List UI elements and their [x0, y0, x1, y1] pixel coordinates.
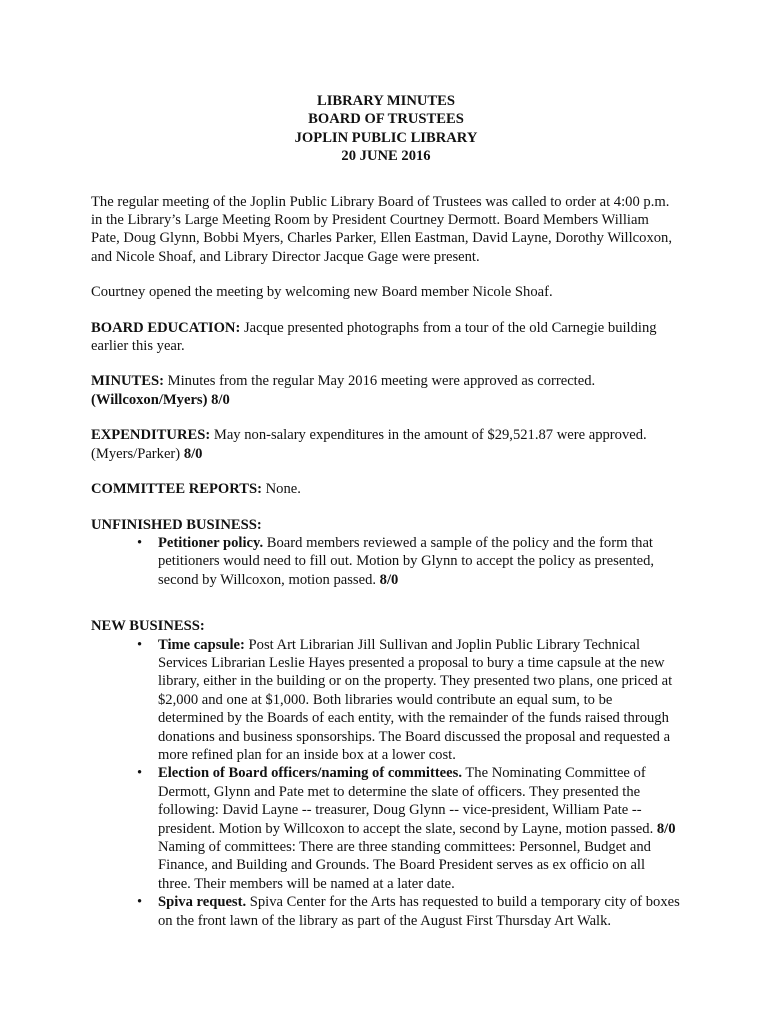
board-education-label: BOARD EDUCATION: [91, 319, 241, 336]
new-business-heading: NEW BUSINESS: [91, 618, 205, 635]
item-text-continued: Naming of committees: There are three standing committees: Personnel, Budget and Finance, and Building and Grounds. The Board President serves as ex officio on all three. Their members will be named at a later date. [158, 839, 651, 892]
list-item-election-of-officers [137, 764, 681, 893]
minutes-text: Minutes from the regular May 2016 meeting were approved as corrected. [163, 373, 596, 390]
new-business-list [91, 636, 681, 931]
bullet-icon: • [137, 534, 143, 551]
minutes-document [91, 92, 681, 947]
item-title: Petitioner policy. [158, 534, 264, 551]
list-item-time-capsule [137, 636, 681, 765]
item-text: Spiva Center for the Arts has requested to build a temporary city of boxes on the front lawn of the library as part of the August First Thursday Art Walk. [158, 894, 680, 929]
minutes-section [91, 372, 681, 409]
item-title: Time capsule: [158, 636, 245, 653]
title-line-library: JOPLIN PUBLIC LIBRARY [294, 129, 478, 146]
item-text: The Nominating Committee of Dermott, Glynn and Pate met to determine the slate of officers. They presented the following: David Layne -- treasurer, Doug Glynn -- vice-president, William Pate -- president. Motion by Willcoxon to accept the slate, second by Layne, motion passed. [158, 765, 657, 837]
item-vote: 8/0 [656, 820, 676, 837]
board-education-section [91, 319, 681, 356]
committee-reports-section [91, 480, 681, 498]
minutes-label: MINUTES: [91, 373, 164, 390]
committee-reports-label: COMMITTEE REPORTS: [91, 481, 262, 498]
title-line-date: 20 JUNE 2016 [341, 148, 431, 165]
expenditures-text: May non-salary expenditures in the amount of $29,521.87 were approved. (Myers/Parker) [91, 427, 647, 462]
list-item-petitioner-policy [137, 534, 681, 589]
expenditures-label: EXPENDITURES: [91, 427, 211, 444]
title-line-minutes: LIBRARY MINUTES [316, 93, 455, 109]
bullet-icon: • [137, 894, 143, 911]
expenditures-section [91, 426, 681, 463]
expenditures-vote: 8/0 [183, 445, 203, 462]
list-item-spiva-request [137, 893, 681, 930]
item-text: Post Art Librarian Jill Sullivan and Joplin Public Library Technical Services Librarian Leslie Hayes presented a proposal to bury a time capsule at the new library, either in the building or on the property. They presented two plans, one priced at $2,000 and one at $1,000. Both libraries would contribute an equal sum, to be determined by the Boards of each entity, with the remainder of the funds raised through donations and business sponsorships. The Board discussed the proposal and requested a more refined plan for an inside box at a lower cost. [158, 636, 673, 763]
minutes-vote: (Willcoxon/Myers) 8/0 [91, 391, 230, 408]
item-title: Spiva request. [158, 894, 247, 911]
board-education-text: Jacque presented photographs from a tour of the old Carnegie building earlier this year. [91, 319, 657, 355]
unfinished-business-list [91, 534, 681, 589]
bullet-icon: • [137, 765, 143, 782]
new-business-section [91, 617, 681, 930]
item-title: Election of Board officers/naming of committees. [158, 765, 462, 782]
item-text: Board members reviewed a sample of the policy and the form that petitioners would need to fill out. Motion by Glynn to accept the policy as presented, second by Willcoxon, motion passed. [158, 534, 655, 588]
document-title [91, 92, 681, 166]
intro-paragraph: The regular meeting of the Joplin Public Library Board of Trustees was called to order at 4:00 p.m. in the Library’s Large Meeting Room by President Courtney Dermott. Board Members William Pate, Doug Glynn, Bobbi Myers, Charles Parker, Ellen Eastman, David Layne, Dorothy Willcoxon, and Nicole Shoaf, and Library Director Jacque Gage were present. [91, 193, 672, 265]
unfinished-business-heading: UNFINISHED BUSINESS: [91, 516, 262, 533]
welcome-paragraph: Courtney opened the meeting by welcoming new Board member Nicole Shoaf. [91, 284, 553, 301]
unfinished-business-section [91, 516, 681, 590]
title-line-board: BOARD OF TRUSTEES [308, 111, 464, 128]
bullet-icon: • [137, 636, 143, 653]
item-vote: 8/0 [379, 571, 399, 588]
committee-reports-text: None. [261, 481, 301, 498]
